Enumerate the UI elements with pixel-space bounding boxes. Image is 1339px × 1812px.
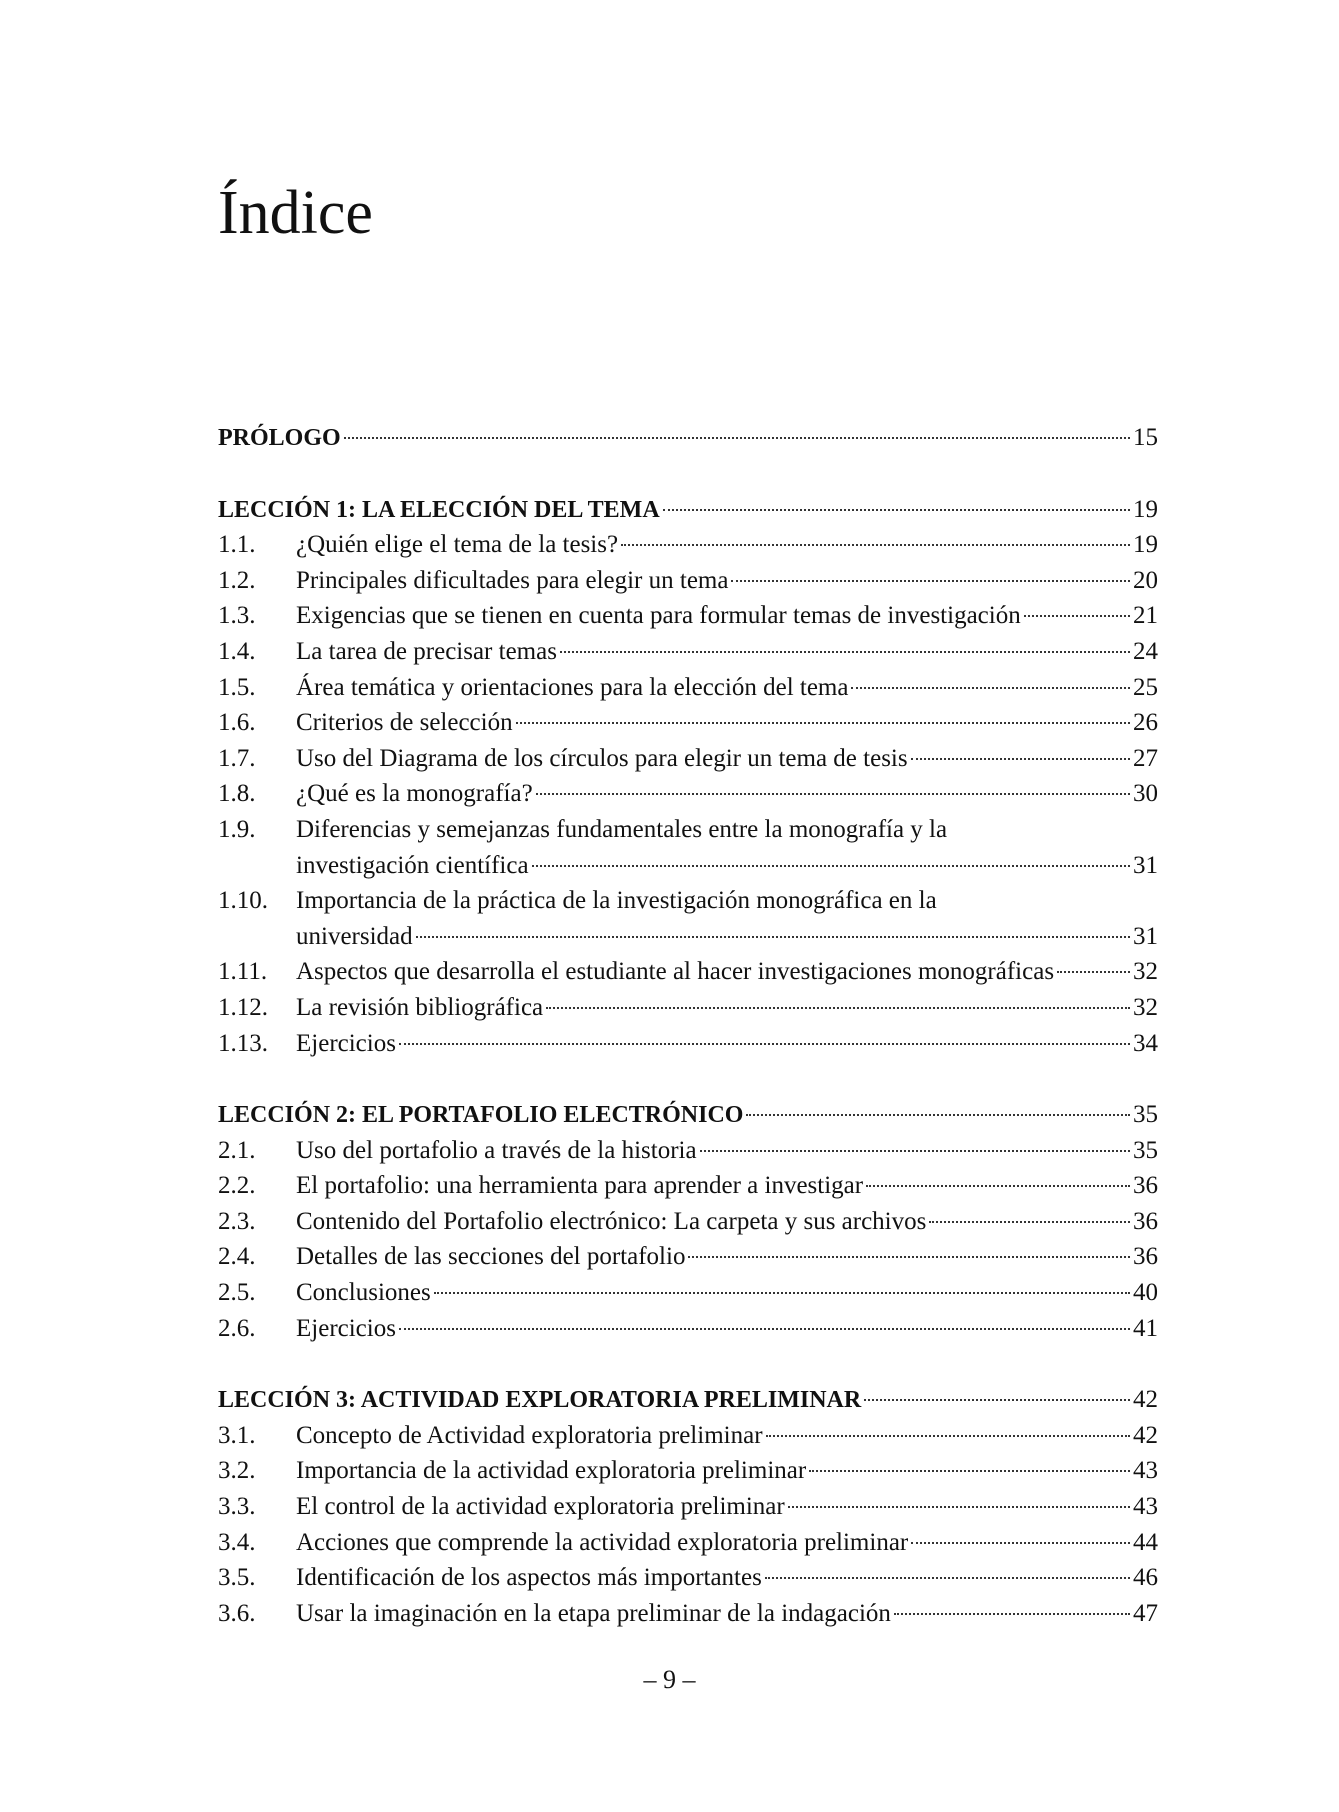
dot-leader — [765, 1577, 1130, 1579]
toc-heading-body — [218, 1097, 1158, 1133]
toc-entry-line — [218, 492, 1158, 528]
toc-heading-entry[interactable] — [218, 492, 1158, 528]
toc-entry-title: Identificación de los aspectos más importantes — [296, 1564, 762, 1592]
toc-heading-body — [218, 1382, 1158, 1418]
toc-entry-line — [296, 1239, 1158, 1275]
toc-entry-title: Uso del portafolio a través de la historia — [296, 1136, 697, 1164]
toc-entry-number: 1.13. — [218, 1029, 268, 1057]
dot-leader — [688, 1256, 1130, 1258]
toc-page-number: 46 — [1133, 1564, 1158, 1592]
toc-page-number: 36 — [1133, 1172, 1158, 1200]
toc-page-number: 35 — [1133, 1101, 1158, 1129]
toc-entry-body — [296, 1239, 1158, 1275]
toc-entry[interactable] — [218, 1026, 1158, 1062]
toc-entry-line — [296, 634, 1158, 670]
toc-entry[interactable] — [218, 1311, 1158, 1347]
dot-leader — [911, 1542, 1130, 1544]
dot-leader — [788, 1506, 1130, 1508]
toc-page-number: 42 — [1133, 1386, 1158, 1414]
toc-entry[interactable] — [218, 598, 1158, 634]
toc-entry-number: 1.5. — [218, 673, 256, 701]
toc-entry-number: 2.6. — [218, 1314, 256, 1342]
toc-entry-line — [296, 883, 1158, 919]
toc-entry-line — [296, 1596, 1158, 1632]
toc-entry-body — [296, 812, 1158, 883]
toc-entry-number: 1.1. — [218, 531, 256, 559]
toc-entry-number: 1.9. — [218, 815, 256, 843]
toc-heading-body — [218, 492, 1158, 528]
toc-entry-title: El portafolio: una herramienta para aprender a investigar — [296, 1172, 864, 1200]
dot-leader — [536, 793, 1130, 795]
toc-page-number: 30 — [1133, 780, 1158, 808]
toc-entry-line — [296, 919, 1158, 955]
page-title: Índice — [218, 179, 373, 247]
toc-entry-line — [296, 598, 1158, 634]
toc-entry-number: 3.1. — [218, 1421, 256, 1449]
toc-entry[interactable] — [218, 883, 1158, 954]
toc-entry-number: 3.5. — [218, 1564, 256, 1592]
toc-entry-number: 1.10. — [218, 887, 268, 915]
toc-heading-title: LECCIÓN 1: LA ELECCIÓN DEL TEMA — [218, 496, 660, 523]
toc-entry-number: 3.3. — [218, 1493, 256, 1521]
toc-entry[interactable] — [218, 1239, 1158, 1275]
toc-entry-body — [296, 1133, 1158, 1169]
toc-page-number: 44 — [1133, 1528, 1158, 1556]
toc-entry-line — [296, 848, 1158, 884]
toc-entry-title: investigación científica — [296, 851, 529, 879]
toc-page-number: 24 — [1133, 637, 1158, 665]
toc-page-number: 25 — [1133, 673, 1158, 701]
toc-entry-number: 1.11. — [218, 958, 268, 986]
toc-entry-title: Conclusiones — [296, 1279, 431, 1307]
toc-entry-body — [296, 598, 1158, 634]
toc-entry-title: Exigencias que se tienen en cuenta para formular temas de investigación — [296, 602, 1021, 630]
toc-entry-number: 3.4. — [218, 1528, 256, 1556]
toc-entry-title: Concepto de Actividad exploratoria preliminar — [296, 1421, 763, 1449]
toc-heading-body — [218, 420, 1158, 456]
toc-entry-title-first-line: Importancia de la práctica de la investigación monográfica en la — [296, 887, 937, 915]
toc-entry-body — [296, 1168, 1158, 1204]
toc-entry-body — [296, 705, 1158, 741]
toc-page-number: 26 — [1133, 709, 1158, 737]
toc-heading-title: LECCIÓN 2: EL PORTAFOLIO ELECTRÓNICO — [218, 1102, 744, 1129]
toc-entry-number: 1.3. — [218, 602, 256, 630]
dot-leader — [851, 687, 1130, 689]
toc-heading-entry[interactable] — [218, 1382, 1158, 1418]
toc-entry[interactable] — [218, 705, 1158, 741]
toc-heading-entry[interactable] — [218, 1097, 1158, 1133]
toc-entry[interactable] — [218, 1204, 1158, 1240]
toc-entry-line — [296, 705, 1158, 741]
toc-page-number: 19 — [1133, 531, 1158, 559]
toc-entry-line — [296, 741, 1158, 777]
toc-entry[interactable] — [218, 1489, 1158, 1525]
table-of-contents — [218, 420, 1158, 1631]
toc-entry-body — [296, 1418, 1158, 1454]
toc-entry-line — [296, 1133, 1158, 1169]
toc-section — [218, 1097, 1158, 1346]
toc-heading-title: LECCIÓN 3: ACTIVIDAD EXPLORATORIA PRELIMINAR — [218, 1387, 862, 1414]
toc-entry-line — [296, 1311, 1158, 1347]
toc-entry-body — [296, 1311, 1158, 1347]
dot-leader — [663, 509, 1130, 511]
toc-entry-title: Área temática y orientaciones para la elección del tema — [296, 673, 849, 701]
toc-entry-line — [296, 563, 1158, 599]
toc-entry-title: ¿Quién elige el tema de la tesis? — [296, 531, 619, 559]
toc-entry-body — [296, 1596, 1158, 1632]
toc-page-number: 43 — [1133, 1493, 1158, 1521]
dot-leader — [399, 1328, 1130, 1330]
dot-leader — [731, 580, 1130, 582]
toc-entry-line — [296, 776, 1158, 812]
toc-entry[interactable] — [218, 1275, 1158, 1311]
toc-entry-line — [296, 670, 1158, 706]
toc-entry-title: Uso del Diagrama de los círculos para elegir un tema de tesis — [296, 744, 908, 772]
dot-leader — [700, 1150, 1130, 1152]
toc-entry[interactable] — [218, 1168, 1158, 1204]
toc-page-number: 36 — [1133, 1207, 1158, 1235]
toc-entry-number: 2.3. — [218, 1207, 256, 1235]
toc-entry[interactable] — [218, 1596, 1158, 1632]
toc-entry-title: La tarea de precisar temas — [296, 637, 557, 665]
toc-entry-line — [218, 420, 1158, 456]
toc-entry-number: 1.4. — [218, 637, 256, 665]
toc-entry-line — [296, 1275, 1158, 1311]
toc-entry-number: 1.12. — [218, 993, 268, 1021]
toc-entry-body — [296, 954, 1158, 990]
toc-page-number: 32 — [1133, 958, 1158, 986]
toc-entry[interactable] — [218, 1453, 1158, 1489]
toc-entry-title: La revisión bibliográfica — [296, 993, 544, 1021]
dot-leader — [809, 1470, 1130, 1472]
toc-entry-number: 3.6. — [218, 1599, 256, 1627]
toc-entry-line — [296, 954, 1158, 990]
toc-page-number: 31 — [1133, 922, 1158, 950]
toc-entry[interactable] — [218, 670, 1158, 706]
toc-entry-title: Aspectos que desarrolla el estudiante al hacer investigaciones monográficas — [296, 958, 1055, 986]
page-number-footer: – 9 – — [643, 1665, 696, 1694]
toc-entry-title: Detalles de las secciones del portafolio — [296, 1243, 686, 1271]
toc-entry-number: 1.8. — [218, 780, 256, 808]
toc-entry-title: Criterios de selección — [296, 709, 513, 737]
toc-entry-body — [296, 883, 1158, 954]
toc-entry-body — [296, 1560, 1158, 1596]
dot-leader — [1057, 971, 1130, 973]
toc-entry-body — [296, 1453, 1158, 1489]
toc-page-number: 41 — [1133, 1314, 1158, 1342]
toc-entry-line — [296, 1204, 1158, 1240]
toc-entry-number: 3.2. — [218, 1457, 256, 1485]
dot-leader — [344, 437, 1130, 439]
toc-entry[interactable] — [218, 1418, 1158, 1454]
toc-entry-number: 2.2. — [218, 1172, 256, 1200]
toc-entry-line — [296, 1489, 1158, 1525]
dot-leader — [864, 1399, 1130, 1401]
toc-page-number: 42 — [1133, 1421, 1158, 1449]
dot-leader — [399, 1043, 1130, 1045]
toc-entry-title-first-line: Diferencias y semejanzas fundamentales entre la monografía y la — [296, 815, 948, 843]
dot-leader — [546, 1007, 1130, 1009]
dot-leader — [516, 722, 1130, 724]
toc-heading-entry[interactable] — [218, 420, 1158, 456]
toc-entry[interactable] — [218, 954, 1158, 990]
dot-leader — [532, 865, 1130, 867]
dot-leader — [746, 1114, 1130, 1116]
toc-page-number: 27 — [1133, 744, 1158, 772]
toc-entry-title: Ejercicios — [296, 1029, 396, 1057]
toc-entry-line — [296, 1168, 1158, 1204]
toc-entry-line — [296, 1560, 1158, 1596]
toc-page-number: 36 — [1133, 1243, 1158, 1271]
toc-entry-line — [296, 1026, 1158, 1062]
toc-entry-line — [218, 1382, 1158, 1418]
toc-page-number: 35 — [1133, 1136, 1158, 1164]
toc-entry-line — [296, 527, 1158, 563]
dot-leader — [560, 651, 1130, 653]
toc-entry-body — [296, 1275, 1158, 1311]
toc-entry-number: 2.5. — [218, 1279, 256, 1307]
toc-page-number: 21 — [1133, 602, 1158, 630]
toc-entry-number: 1.7. — [218, 744, 256, 772]
toc-entry[interactable] — [218, 990, 1158, 1026]
toc-entry-title: Principales dificultades para elegir un tema — [296, 566, 729, 594]
toc-page-number: 32 — [1133, 993, 1158, 1021]
dot-leader — [416, 936, 1130, 938]
toc-entry-title: Usar la imaginación en la etapa preliminar de la indagación — [296, 1599, 891, 1627]
dot-leader — [621, 544, 1130, 546]
toc-section — [218, 420, 1158, 456]
toc-entry-body — [296, 1026, 1158, 1062]
toc-section — [218, 492, 1158, 1062]
toc-page-number: 19 — [1133, 495, 1158, 523]
dot-leader — [766, 1435, 1130, 1437]
toc-entry-number: 2.1. — [218, 1136, 256, 1164]
toc-page-number: 31 — [1133, 851, 1158, 879]
toc-page-number: 40 — [1133, 1279, 1158, 1307]
toc-entry-title: Importancia de la actividad exploratoria preliminar — [296, 1457, 807, 1485]
toc-entry[interactable] — [218, 1525, 1158, 1561]
toc-entry-body — [296, 634, 1158, 670]
toc-entry-title: ¿Qué es la monografía? — [296, 780, 533, 808]
toc-entry-title: Ejercicios — [296, 1314, 396, 1342]
toc-entry-line — [296, 1525, 1158, 1561]
toc-entry-title: Acciones que comprende la actividad exploratoria preliminar — [296, 1528, 909, 1556]
toc-entry[interactable] — [218, 776, 1158, 812]
toc-entry-title: Contenido del Portafolio electrónico: La carpeta y sus archivos — [296, 1207, 927, 1235]
dot-leader — [911, 758, 1130, 760]
toc-entry[interactable] — [218, 527, 1158, 563]
toc-entry-title: universidad — [296, 922, 413, 950]
toc-heading-title: PRÓLOGO — [218, 425, 341, 451]
toc-entry-line — [296, 1453, 1158, 1489]
toc-entry-body — [296, 527, 1158, 563]
toc-entry-body — [296, 1525, 1158, 1561]
toc-entry-line — [296, 990, 1158, 1026]
toc-page-number: 47 — [1133, 1599, 1158, 1627]
dot-leader — [866, 1185, 1130, 1187]
toc-section — [218, 1382, 1158, 1631]
dot-leader — [1024, 615, 1130, 617]
toc-entry[interactable] — [218, 741, 1158, 777]
toc-page-number: 15 — [1133, 424, 1158, 451]
dot-leader — [434, 1292, 1130, 1294]
toc-entry-body — [296, 776, 1158, 812]
toc-entry[interactable] — [218, 1560, 1158, 1596]
toc-page-number: 34 — [1133, 1029, 1158, 1057]
toc-entry-number: 1.2. — [218, 566, 256, 594]
toc-entry-line — [296, 812, 1158, 848]
toc-entry[interactable] — [218, 563, 1158, 599]
toc-entry[interactable] — [218, 634, 1158, 670]
toc-entry-body — [296, 990, 1158, 1026]
toc-entry[interactable] — [218, 1133, 1158, 1169]
toc-entry-body — [296, 670, 1158, 706]
toc-entry[interactable] — [218, 812, 1158, 883]
toc-entry-body — [296, 1489, 1158, 1525]
toc-entry-number: 2.4. — [218, 1243, 256, 1271]
toc-entry-body — [296, 563, 1158, 599]
toc-entry-line — [296, 1418, 1158, 1454]
toc-entry-body — [296, 741, 1158, 777]
toc-entry-title: El control de la actividad exploratoria preliminar — [296, 1493, 785, 1521]
dot-leader — [929, 1221, 1130, 1223]
toc-page-number: 43 — [1133, 1457, 1158, 1485]
dot-leader — [894, 1613, 1130, 1615]
toc-entry-number: 1.6. — [218, 709, 256, 737]
toc-entry-line — [218, 1097, 1158, 1133]
toc-page-number: 20 — [1133, 566, 1158, 594]
toc-entry-body — [296, 1204, 1158, 1240]
